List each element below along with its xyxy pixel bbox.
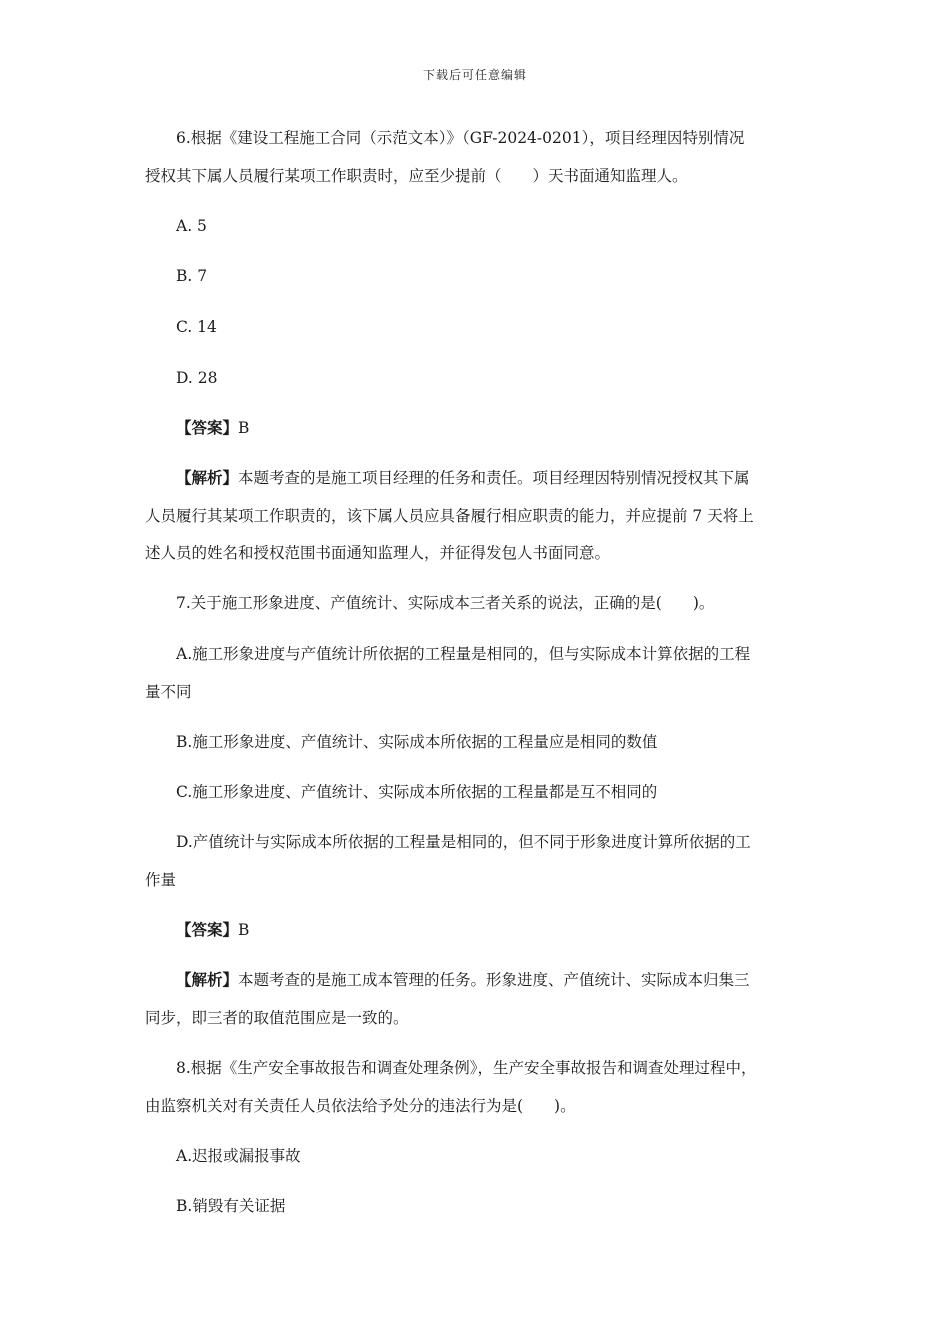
question-6-analysis-line-2: 人员履行其某项工作职责的，该下属人员应具备履行相应职责的能力，并应提前 7 天将上 bbox=[145, 507, 754, 525]
question-6-option-c: C. 14 bbox=[176, 318, 217, 336]
question-7-analysis-line-2: 同步，即三者的取值范围应是一致的。 bbox=[145, 1009, 409, 1027]
analysis-text: 本题考查的是施工成本管理的任务。形象进度、产值统计、实际成本归集三 bbox=[238, 971, 750, 989]
question-8-option-a: A.迟报或漏报事故 bbox=[176, 1147, 301, 1165]
question-7-option-b: B.施工形象进度、产值统计、实际成本所依据的工程量应是相同的数值 bbox=[176, 733, 658, 751]
question-6-option-d: D. 28 bbox=[176, 369, 218, 387]
answer-value: B bbox=[238, 921, 250, 939]
analysis-label: 【解析】 bbox=[176, 468, 239, 487]
question-7-analysis-line-1 bbox=[176, 970, 750, 990]
question-6-analysis-line-3: 述人员的姓名和授权范围书面通知监理人，并征得发包人书面同意。 bbox=[145, 544, 611, 562]
question-7-option-d-line-2: 作量 bbox=[145, 871, 177, 889]
answer-label: 【答案】 bbox=[176, 418, 239, 437]
question-7-option-c: C.施工形象进度、产值统计、实际成本所依据的工程量都是互不相同的 bbox=[176, 783, 658, 801]
question-7-option-a-line-1: A.施工形象进度与产值统计所依据的工程量是相同的，但与实际成本计算依据的工程 bbox=[176, 645, 751, 663]
question-6-option-a: A. 5 bbox=[176, 217, 207, 235]
question-8-stem-line-1: 8.根据《生产安全事故报告和调查处理条例》，生产安全事故报告和调查处理过程中， bbox=[176, 1059, 757, 1077]
answer-value: B bbox=[238, 419, 250, 437]
analysis-text: 本题考查的是施工项目经理的任务和责任。项目经理因特别情况授权其下属 bbox=[238, 469, 750, 487]
question-6-analysis-line-1 bbox=[176, 468, 750, 488]
question-7-stem: 7.关于施工形象进度、产值统计、实际成本三者关系的说法，正确的是( )。 bbox=[176, 594, 715, 612]
answer-label: 【答案】 bbox=[176, 920, 239, 939]
question-8-stem-line-2: 由监察机关对有关责任人员依法给予处分的违法行为是( )。 bbox=[145, 1097, 576, 1115]
question-6-answer bbox=[176, 418, 249, 438]
question-7-option-a-line-2: 量不同 bbox=[145, 683, 192, 701]
question-7-option-d-line-1: D.产值统计与实际成本所依据的工程量是相同的，但不同于形象进度计算所依据的工 bbox=[176, 833, 751, 851]
question-7-answer bbox=[176, 920, 249, 940]
question-6-stem-line-1: 6.根据《建设工程施工合同（示范文本）》（GF-2024-0201），项目经理因特别情况 bbox=[176, 129, 745, 147]
page-header: 下载后可任意编辑 bbox=[422, 68, 527, 82]
question-6-option-b: B. 7 bbox=[176, 267, 208, 285]
question-6-stem-line-2: 授权其下属人员履行某项工作职责时，应至少提前（ ）天书面通知监理人。 bbox=[145, 167, 688, 185]
question-8-option-b: B.销毁有关证据 bbox=[176, 1197, 286, 1215]
analysis-label: 【解析】 bbox=[176, 970, 239, 989]
